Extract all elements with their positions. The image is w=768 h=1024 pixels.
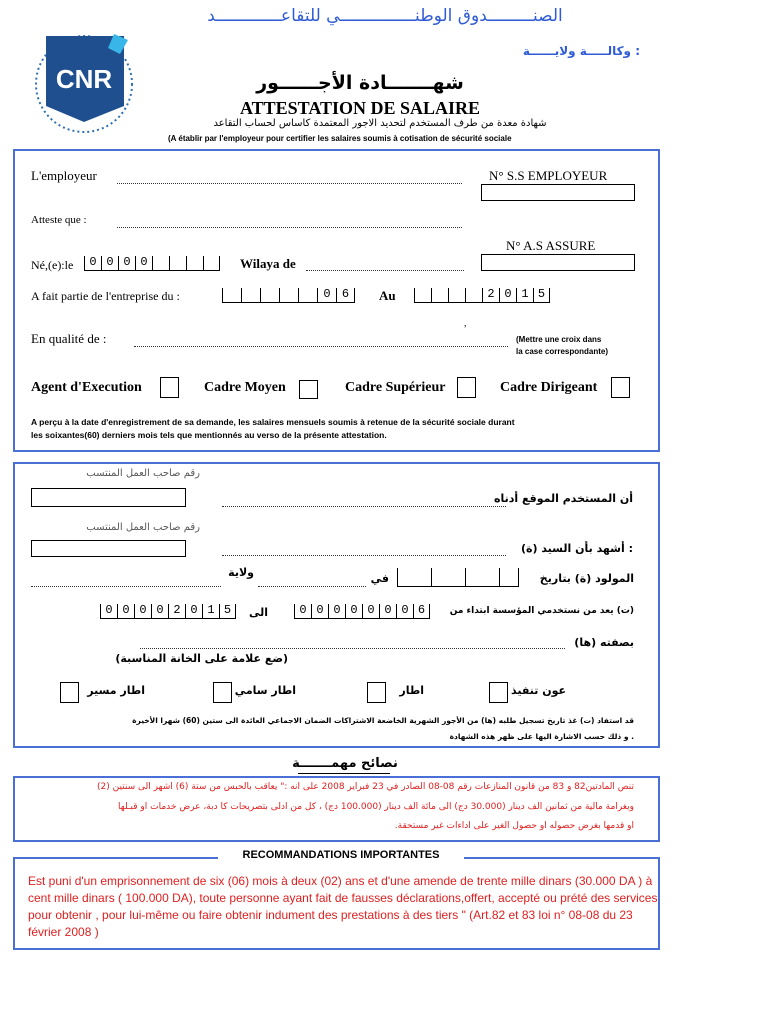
digit-cell: 5: [219, 604, 236, 618]
birth-date-ar-digits[interactable]: [397, 568, 519, 587]
digit-cell: [152, 256, 169, 270]
logo-text: CNR: [55, 64, 113, 94]
digit-cell: 6: [336, 288, 355, 302]
percu-text-line-2: les soixantes(60) derniers mois tels que mentionnés au verso de la présente attestation.: [31, 430, 387, 440]
digit-cell: 0: [185, 604, 202, 618]
digit-cell: 1: [516, 288, 533, 302]
ss-employeur-label: N° S.S EMPLOYEUR: [489, 168, 608, 183]
mark-note: (ضع علامة على الخانة المناسبة): [115, 652, 288, 665]
category-cadre-superieur-checkbox[interactable]: [457, 377, 476, 398]
du-date-digits[interactable]: [222, 288, 355, 303]
agency-label: : وكالـــــة ولايــــــة: [522, 44, 640, 58]
wilaya-field[interactable]: [306, 270, 464, 271]
digit-cell: 0: [101, 256, 118, 270]
digit-cell: 0: [294, 604, 311, 618]
category-cadre-dirigeant-checkbox[interactable]: [611, 377, 630, 398]
advice-title-arabic: نصائح مهمـــــــة: [290, 756, 400, 771]
title-french: ATTESTATION DE SALAIRE: [239, 98, 481, 118]
category-cadre-dirigeant-ar-label: اطار مسير: [87, 684, 145, 697]
ne-label: Né,(e):le: [31, 258, 74, 272]
category-cadre-moyen-label: Cadre Moyen: [204, 380, 286, 395]
digit-cell: 0: [117, 604, 134, 618]
employer-number-input-1[interactable]: [31, 488, 186, 507]
cnr-logo: [28, 26, 140, 138]
digit-cell: [465, 288, 482, 302]
qualite-note-line-1: (Mettre une croix dans: [516, 335, 602, 344]
au-label: Au: [379, 288, 396, 303]
digit-cell: 0: [311, 604, 328, 618]
employeur-field[interactable]: [117, 183, 462, 184]
digit-cell: 0: [499, 288, 516, 302]
from-date-digits[interactable]: [294, 604, 430, 619]
percu-text-line-1: A perçu à la date d'enregistrement de sa demande, les salaires mensuels soumis à retenue de la sécurité sociale durant: [31, 417, 515, 427]
category-cadre-superieur-label: Cadre Supérieur: [345, 380, 446, 395]
digit-cell: 0: [379, 604, 396, 618]
subtitle-french: (A établir par l'employeur pour certifier les salaires soumis à cotisation de sécurité sociale: [168, 134, 512, 143]
capacity-label: بصفته (ها): [574, 636, 634, 649]
to-date-digits[interactable]: [100, 604, 236, 619]
au-date-digits[interactable]: [414, 288, 550, 303]
digit-cell: 6: [413, 604, 430, 618]
born-label: المولود (ة) بتاريخ: [539, 572, 634, 585]
category-cadre-superieur-ar-label: اطار سامي: [234, 684, 296, 697]
digit-cell: 0: [328, 604, 345, 618]
digit-cell: [414, 288, 431, 302]
to-label: الى: [248, 606, 268, 619]
capacity-field[interactable]: [140, 648, 565, 649]
digit-cell: [298, 288, 317, 302]
digit-cell: 1: [202, 604, 219, 618]
category-cadre-label: اطار: [399, 684, 424, 697]
atteste-field[interactable]: [117, 227, 462, 228]
fait-partie-label: A fait partie de l'entreprise du :: [31, 289, 180, 303]
employer-number-label-2: رقم صاحب العمل المنتسب: [86, 522, 200, 533]
digit-cell: [169, 256, 186, 270]
atteste-label: Atteste que :: [31, 214, 87, 226]
digit-cell: 0: [362, 604, 379, 618]
qualite-note-line-2: la case correspondante): [516, 347, 609, 356]
birth-date-digits[interactable]: [84, 256, 220, 271]
employeur-label: L'employeur: [31, 168, 97, 183]
digit-cell: [241, 288, 260, 302]
advice-title-underline: [298, 773, 390, 774]
wilaya-label: Wilaya de: [240, 256, 296, 271]
recommendations-text: Est puni d'un emprisonnement de six (06) mois à deux (02) ans et d'une amende de trente mille dinars (30.000 DA ) à cent mille dinars ( 100.000 DA), toute personne ayant fait de fausses déclarations,offert, accepté ou prété des services pour obtenir , pour lui-même ou faire obtenir indument des prestations à des tiers " (Art.82 et 83 loi n° 08-08 du 23 février 2008 ): [28, 874, 658, 939]
digit-cell: [222, 288, 241, 302]
advice-arabic-line-2: وبغرامة مالية من ثمانين ألف دينار (30.000 دج) الى مائة ألف دينار (100.000 دج) ، كل من أدلى بتصريحات كا دبة، عرض خدمات أو قبـلها: [118, 802, 634, 812]
digit-cell: 2: [482, 288, 499, 302]
digit-cell: 2: [168, 604, 185, 618]
wilaya-ar-field[interactable]: [31, 586, 221, 587]
digit-cell: [203, 256, 220, 270]
category-executant-label: عون تنفيذ: [510, 684, 566, 697]
category-executant-checkbox[interactable]: [489, 682, 508, 703]
digit-cell: 0: [345, 604, 362, 618]
category-agent-execution-checkbox[interactable]: [160, 377, 179, 398]
category-cadre-dirigeant-label: Cadre Dirigeant: [500, 380, 598, 395]
employer-signer-field[interactable]: [222, 506, 506, 507]
category-cadre-checkbox[interactable]: [367, 682, 386, 703]
advice-arabic-line-1: تنص المادتين82 و 83 من قانون المنازعات رقم 08-08 الصادر في 23 فبراير 2008 على أنه :" يعاقب بالحبس من ستة (6) أشهر الى سنتين (2): [97, 782, 634, 792]
employer-number-label-1: رقم صاحب العمل المنتسب: [86, 468, 200, 479]
digit-cell: [465, 568, 499, 586]
category-agent-execution-label: Agent d'Execution: [31, 380, 142, 395]
digit-cell: [431, 288, 448, 302]
digit-cell: 0: [84, 256, 101, 270]
ss-employeur-input[interactable]: [481, 184, 635, 201]
digit-cell: [448, 288, 465, 302]
benefit-text-line-1: قد استفاد (ت) غذ تاريخ تسجيل طلبه (ها) من الأجور الشهرية الخاضعة الاشتراكات الضمان الاجماعي العائدة الى ستين (60) شهرا الأخيرة: [132, 716, 634, 725]
benefit-text-line-2: . و ذلك حسب الاشارة اليها على ظهر هذه الشهادة: [449, 732, 634, 741]
category-cadre-superieur-ar-checkbox[interactable]: [213, 682, 232, 703]
digit-cell: 5: [533, 288, 550, 302]
from-label: (ت) يعد من نستخدمي المؤسسة ابتداء من: [449, 606, 634, 616]
arabic-org-title: الصنـــــــــدوق الوطنـــــــــــــــي للتقاعـــــــــــــد: [207, 6, 563, 26]
certify-label: : أشهد بأن السيد (ة): [520, 542, 633, 555]
qualite-label: En qualité de :: [31, 331, 107, 346]
birth-place-field[interactable]: [258, 586, 366, 587]
as-assure-label: N° A.S ASSURE: [506, 238, 596, 253]
digit-cell: 0: [396, 604, 413, 618]
digit-cell: 0: [135, 256, 152, 270]
digit-cell: [397, 568, 431, 586]
employer-number-input-2[interactable]: [31, 540, 186, 557]
digit-cell: [279, 288, 298, 302]
wilaya-ar-label: ولاية: [228, 566, 254, 579]
category-cadre-moyen-checkbox[interactable]: [299, 380, 318, 399]
recommendations-title: RECOMMANDATIONS IMPORTANTES: [218, 849, 464, 861]
digit-cell: 0: [134, 604, 151, 618]
qualite-field[interactable]: [134, 346, 508, 347]
digit-cell: 0: [151, 604, 168, 618]
comma-mark: ,: [464, 318, 467, 329]
digit-cell: [499, 568, 519, 586]
digit-cell: 0: [100, 604, 117, 618]
title-arabic: شهـــــــادة الأجــــــور: [256, 72, 464, 94]
certify-field[interactable]: [222, 555, 506, 556]
advice-arabic-line-3: أو قدمها بغرض حصوله أو حصول الغير على أداءات غير مستحقة.: [394, 821, 634, 831]
as-assure-input[interactable]: [481, 254, 635, 271]
subtitle-arabic: شهادة معدة من طرف المستخدم لتحديد الاجور المعتمدة كاساس لحساب التقاعد: [213, 118, 547, 129]
employer-signer-label: أن المستخدم الموقع أدناه: [493, 492, 633, 505]
digit-cell: [431, 568, 465, 586]
digit-cell: 0: [317, 288, 336, 302]
digit-cell: 0: [118, 256, 135, 270]
digit-cell: [260, 288, 279, 302]
category-cadre-dirigeant-ar-checkbox[interactable]: [60, 682, 79, 703]
digit-cell: [186, 256, 203, 270]
in-label: في: [370, 572, 389, 585]
